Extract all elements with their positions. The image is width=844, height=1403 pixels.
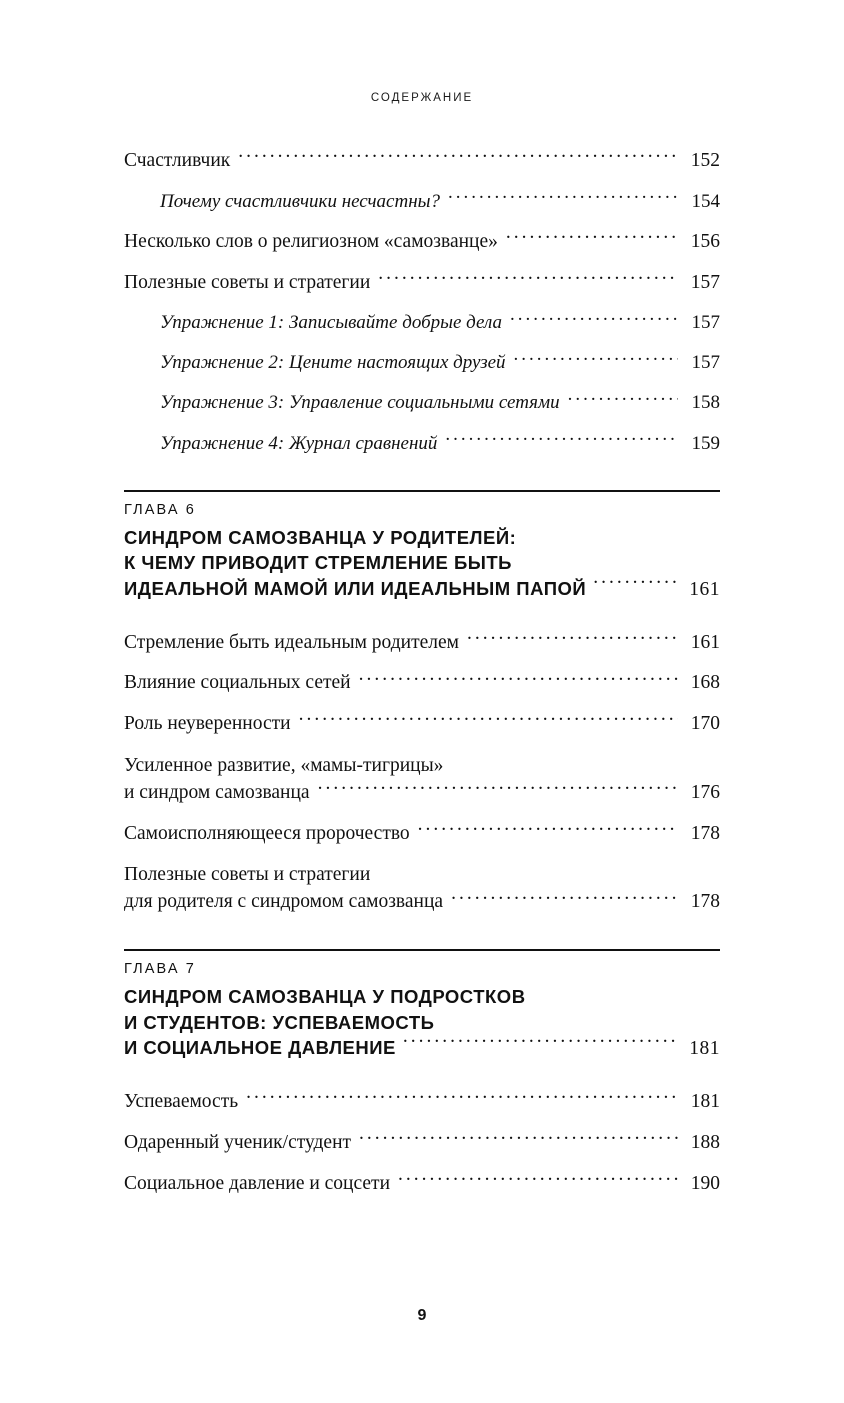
toc-entry-page: 181 [690,1091,720,1113]
toc-entry[interactable] [124,270,720,296]
toc-entry-title: Стремление быть идеальным родителем [124,631,460,653]
leader-dots [510,312,678,328]
toc-entry[interactable] [124,1130,720,1156]
toc-entry[interactable] [124,390,720,415]
toc-entry-page: 168 [690,672,720,694]
toc-entry-lastline [124,889,720,915]
leader-dots [568,392,678,408]
toc-entry-page: 157 [690,271,720,293]
leader-dots [403,1036,679,1055]
toc-entry[interactable] [124,861,720,915]
toc-entry[interactable] [124,1171,720,1197]
leader-dots [506,231,678,247]
toc-entry[interactable] [124,310,720,335]
toc-entry[interactable] [124,350,720,375]
chapter-title-line: И СОЦИАЛЬНОЕ ДАВЛЕНИЕ [124,1037,396,1059]
leader-dots [318,782,678,798]
toc-entry-page: 157 [691,352,720,374]
chapter-title-line: И СТУДЕНТОВ: УСПЕВАЕМОСТЬ [124,1011,435,1033]
toc-entry[interactable] [124,189,720,214]
leader-dots [418,823,678,839]
chapter-page: 181 [689,1038,720,1060]
leader-dots [451,891,678,907]
leader-dots [514,352,678,368]
toc-entry[interactable] [124,1089,720,1115]
chapter-heading-7[interactable] [124,949,720,1063]
divider-rule [124,949,720,951]
leader-dots [398,1173,678,1189]
toc-entry-title-line: и синдром самозванца [124,781,310,803]
toc-entry[interactable] [124,431,720,456]
toc-entry-title: Полезные советы и стратегии [124,271,371,293]
leader-dots [467,632,678,648]
chapter-kicker: ГЛАВА 7 [124,961,196,978]
toc-entry-page: 190 [690,1172,720,1194]
toc-entry[interactable] [124,148,720,174]
chapter-title-line: К ЧЕМУ ПРИВОДИТ СТРЕМЛЕНИЕ БЫТЬ [124,552,512,574]
chapter-title [124,984,720,1063]
toc-entry-page: 178 [690,822,720,844]
leader-dots [593,576,679,595]
toc-entry-title: Счастливчик [124,150,231,171]
toc-entry[interactable] [124,630,720,656]
toc-entry[interactable] [124,821,720,847]
toc-content [124,104,720,1196]
chapter-title-lastline [124,1035,720,1063]
chapter-heading-6[interactable] [124,490,720,604]
toc-entry-title: Почему счастливчики несчастны? [160,190,440,212]
toc-entry-title-line: Усиленное развитие, «мамы-тигрицы» [124,754,444,776]
chapter-kicker: ГЛАВА 6 [124,501,196,518]
running-head: СОДЕРЖАНИЕ [370,92,474,104]
toc-entry-title: Одаренный ученик/студент [124,1131,352,1153]
toc-entry-title: Упражнение 2: Цените настоящих друзей [160,352,506,374]
toc-entry-title: Успеваемость [124,1091,239,1113]
page-folio: 9 [417,1307,427,1324]
toc-entry-title-line: для родителя с синдромом самозванца [124,891,444,913]
leader-dots [359,672,678,688]
toc-entry[interactable] [124,229,720,255]
toc-entry-page: 154 [691,190,720,212]
leader-dots [246,1091,678,1107]
chapter-title-lastline [124,576,720,604]
toc-entry[interactable] [124,752,720,806]
toc-entry-page: 188 [690,1131,720,1153]
toc-entry[interactable] [124,670,720,696]
leader-dots [378,272,678,288]
toc-entry-page: 159 [691,432,720,454]
toc-entry-page: 158 [691,392,720,414]
toc-entry-page: 176 [690,781,720,803]
toc-entry-page: 161 [690,631,720,653]
toc-entry-page: 156 [690,230,720,252]
chapter-title-line: СИНДРОМ САМОЗВАНЦА У РОДИТЕЛЕЙ: [124,526,517,548]
toc-entry[interactable] [124,711,720,737]
toc-entry-title: Социальное давление и соцсети [124,1172,391,1194]
toc-entry-title: Упражнение 4: Журнал сравнений [160,432,438,454]
chapter-title [124,525,720,604]
toc-entry-title: Упражнение 1: Записывайте добрые дела [160,312,502,334]
leader-dots [299,713,678,729]
toc-entry-page: 152 [690,150,720,171]
toc-page [0,92,844,1403]
chapter-title-line: ИДЕАЛЬНОЙ МАМОЙ ИЛИ ИДЕАЛЬНЫМ ПАПОЙ [124,577,587,599]
chapter-title-line: СИНДРОМ САМОЗВАНЦА У ПОДРОСТКОВ [124,986,526,1008]
toc-entry-title: Влияние социальных сетей [124,672,351,694]
toc-entry-title: Несколько слов о религиозном «самозванце» [124,230,498,252]
toc-entry-title-line: Полезные советы и стратегии [124,864,371,886]
chapter-page: 161 [689,578,720,600]
leader-dots [448,191,678,207]
toc-entry-title: Роль неуверенности [124,713,291,734]
toc-entry-page: 157 [691,312,720,334]
toc-entry-title: Самоисполняющееся пророчество [124,822,410,844]
divider-rule [124,490,720,492]
toc-entry-lastline [124,780,720,806]
toc-entry-page: 178 [690,891,720,913]
leader-dots [238,150,678,166]
toc-entry-title: Упражнение 3: Управление социальными сетями [160,392,560,414]
toc-entry-page: 170 [690,713,720,734]
leader-dots [359,1132,678,1148]
leader-dots [445,433,678,449]
